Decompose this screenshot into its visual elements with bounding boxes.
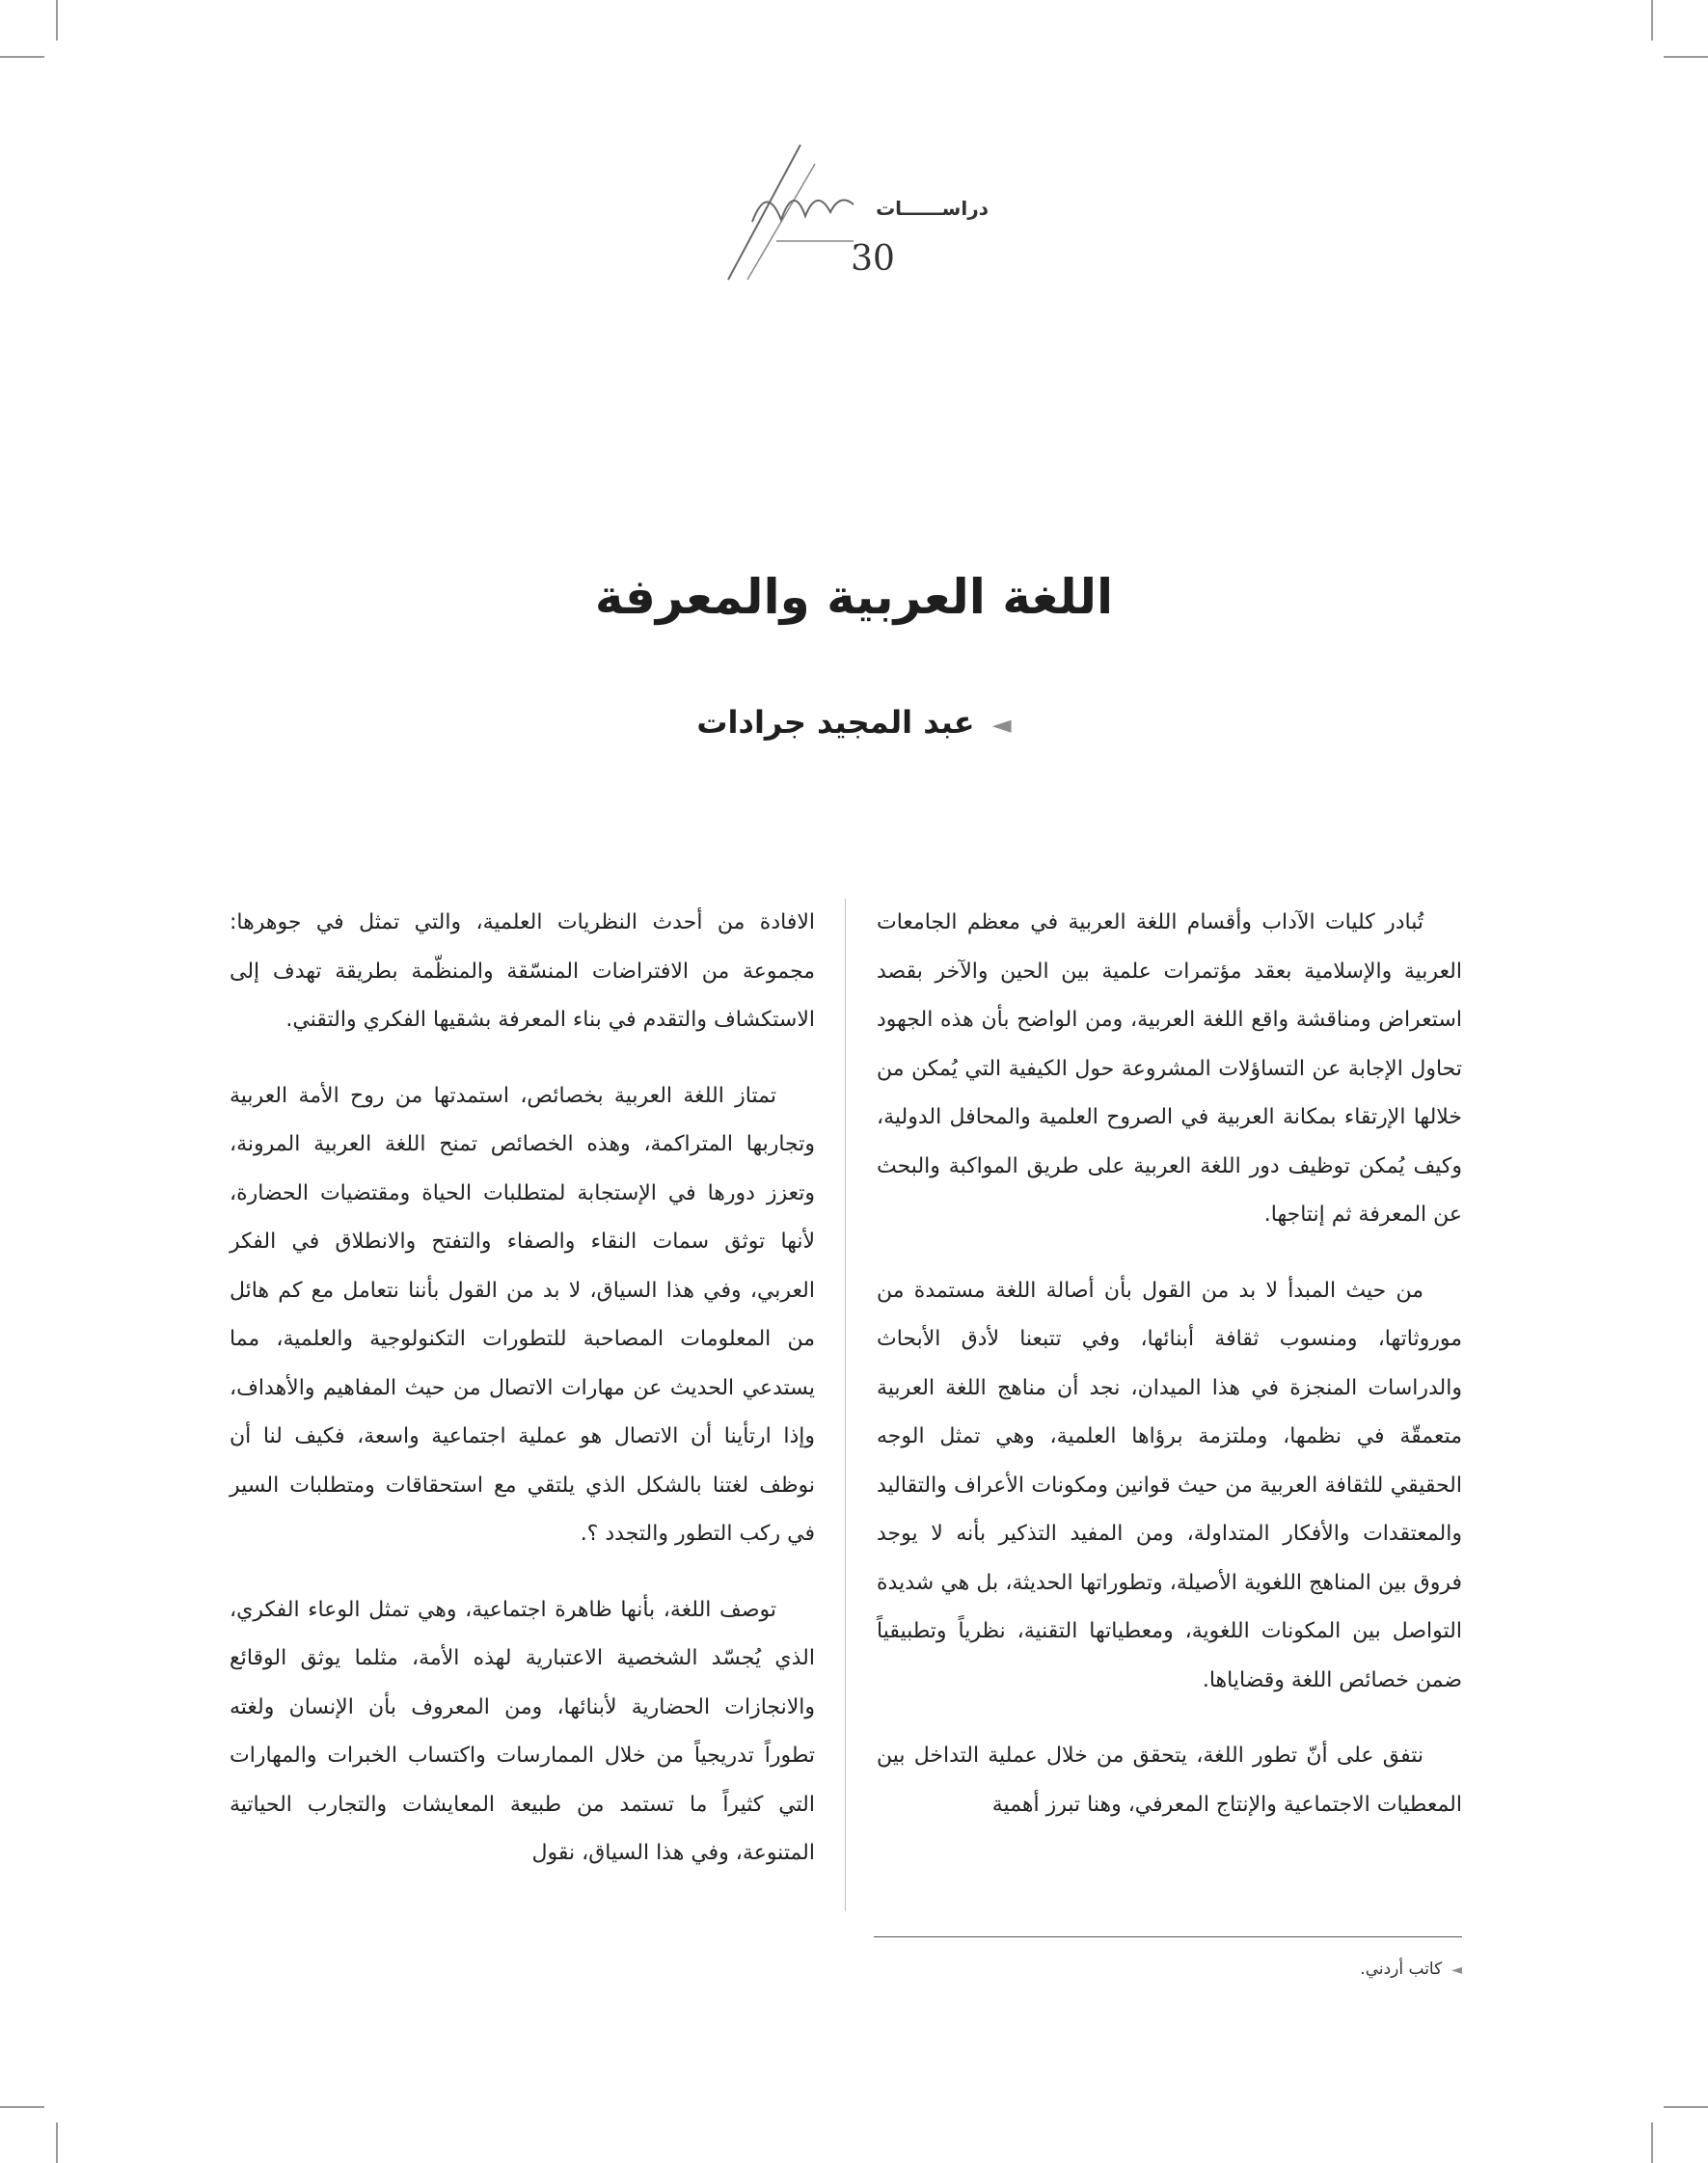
article-title: اللغة العربية والمعرفة <box>594 569 1114 625</box>
page-number: 30 <box>851 239 895 279</box>
paragraph: تُبادر كليات الآداب وأقسام اللغة العربية في معظم الجامعات العربية والإسلامية بعقد مؤتمرات علمية بين الحين والآخر بقصد استعراض ومناقشة واقع اللغة العربية، ومن الواضح بأن هذه الجهود تحاول الإجابة عن التساؤلات المشروعة حول الكيفية التي يُمكن من خلالها الإرتقاء بمكانة العربية في الصروح العلمية والمحافل الدولية، وكيف يُمكن توظيف دور اللغة العربية على طريق المواكبة والبحث عن المعرفة ثم إنتاجها. <box>877 910 1462 1227</box>
footnote-text: كاتب أردني. <box>1360 1960 1443 1979</box>
paragraph: من حيث المبدأ لا بد من القول بأن أصالة اللغة مستمدة من موروثاتها، ومنسوب ثقافة أبنائها، وفي تتبعنا لأدق الأبحاث والدراسات المنجزة في هذا الميدان، نجد أن مناهج اللغة العربية متعمقّة في نظمها، وملتزمة برؤاها العلمية، وهي تمثل الوجه الحقيقي للثقافة العربية من حيث قوانين ومكونات الأعراف والتقاليد والمعتقدات والأفكار المتداولة، ومن المفيد التذكير بأنه لا يوجد فروق بين المناهج اللغوية الأصيلة، وتطوراتها الحديثة، بل هي شديدة التواصل بين المكونات اللغوية، ومعطياتها التقنية، نظرياً وتطبيقياً ضمن خصائص اللغة وقضاياها. <box>877 1278 1462 1692</box>
paragraph: نتفق على أنّ تطور اللغة، يتحقق من خلال عملية التداخل بين المعطيات الاجتماعية والإنتاج المعرفي، وهنا تبرز أهمية <box>877 1744 1462 1817</box>
paragraph: تمتاز اللغة العربية بخصائص، استمدتها من روح الأمة العربية وتجاربها المتراكمة، وهذه الخصائص تمنح اللغة العربية المرونة، وتعزز دورها في الإستجابة لمتطلبات الحياة ومقتضيات الحضارة، لأنها توثق سمات النقاء والصفاء والتفتح والانطلاق في الفكر العربي، وفي هذا السياق، لا بد من القول بأننا نتعامل مع كم هائل من المعلومات المصاحبة للتطورات التكنولوجية والعلمية، مما يستدعي الحديث عن مهارات الاتصال من حيث المفاهيم والأهداف، وإذا ارتأينا أن الاتصال هو عملية اجتماعية واسعة، فكيف لنا أن نوظف لغتنا بالشكل الذي يلتقي مع استحقاقات ومتطلبات السير في ركب التطور والتجدد ؟. <box>230 1083 815 1546</box>
footnote-marker-icon: ◄ <box>1451 1962 1462 1978</box>
running-header <box>709 145 998 289</box>
left-column <box>230 899 815 1906</box>
footnote <box>1360 1960 1462 1979</box>
crop-mark <box>0 2106 44 2108</box>
author-line <box>0 704 1708 741</box>
crop-mark <box>0 56 44 58</box>
author-name: عبد المجيد جرادات <box>696 704 975 741</box>
author-marker-icon: ◄ <box>991 711 1012 740</box>
footnote-divider <box>874 1936 1462 1937</box>
paragraph: توصف اللغة، بأنها ظاهرة اجتماعية، وهي تمثل الوعاء الفكري، الذي يُجسّد الشخصية الاعتبارية لهذه الأمة، مثلما يوثق الوقائع والانجازات الحضارية لأبنائها، ومن المعروف بأن الإنسان ولغته تطوراً تدريجياً من خلال الممارسات واكتساب الخبرات والمهارات التي كثيراً ما تستمد من طبيعة المعايشات والتجارب الحياتية المتنوعة، وفي هذا السياق، نقول <box>230 1597 815 1865</box>
crop-mark <box>1664 56 1708 58</box>
crop-mark <box>1651 2122 1653 2163</box>
column-divider <box>845 899 846 1911</box>
paragraph: الافادة من أحدث النظريات العلمية، والتي تمثل في جوهرها: مجموعة من الافتراضات المنسّقة والمنظّمة بطريقة تهدف إلى الاستكشاف والتقدم في بناء المعرفة بشقيها الفكري والتقني. <box>230 910 815 1032</box>
crop-mark <box>56 2122 58 2163</box>
section-label: دراســــــات <box>876 197 989 220</box>
crop-mark <box>56 0 58 41</box>
article-body <box>230 899 1462 1911</box>
right-column <box>877 899 1462 1856</box>
crop-mark <box>1664 2106 1708 2108</box>
crop-mark <box>1651 0 1653 41</box>
